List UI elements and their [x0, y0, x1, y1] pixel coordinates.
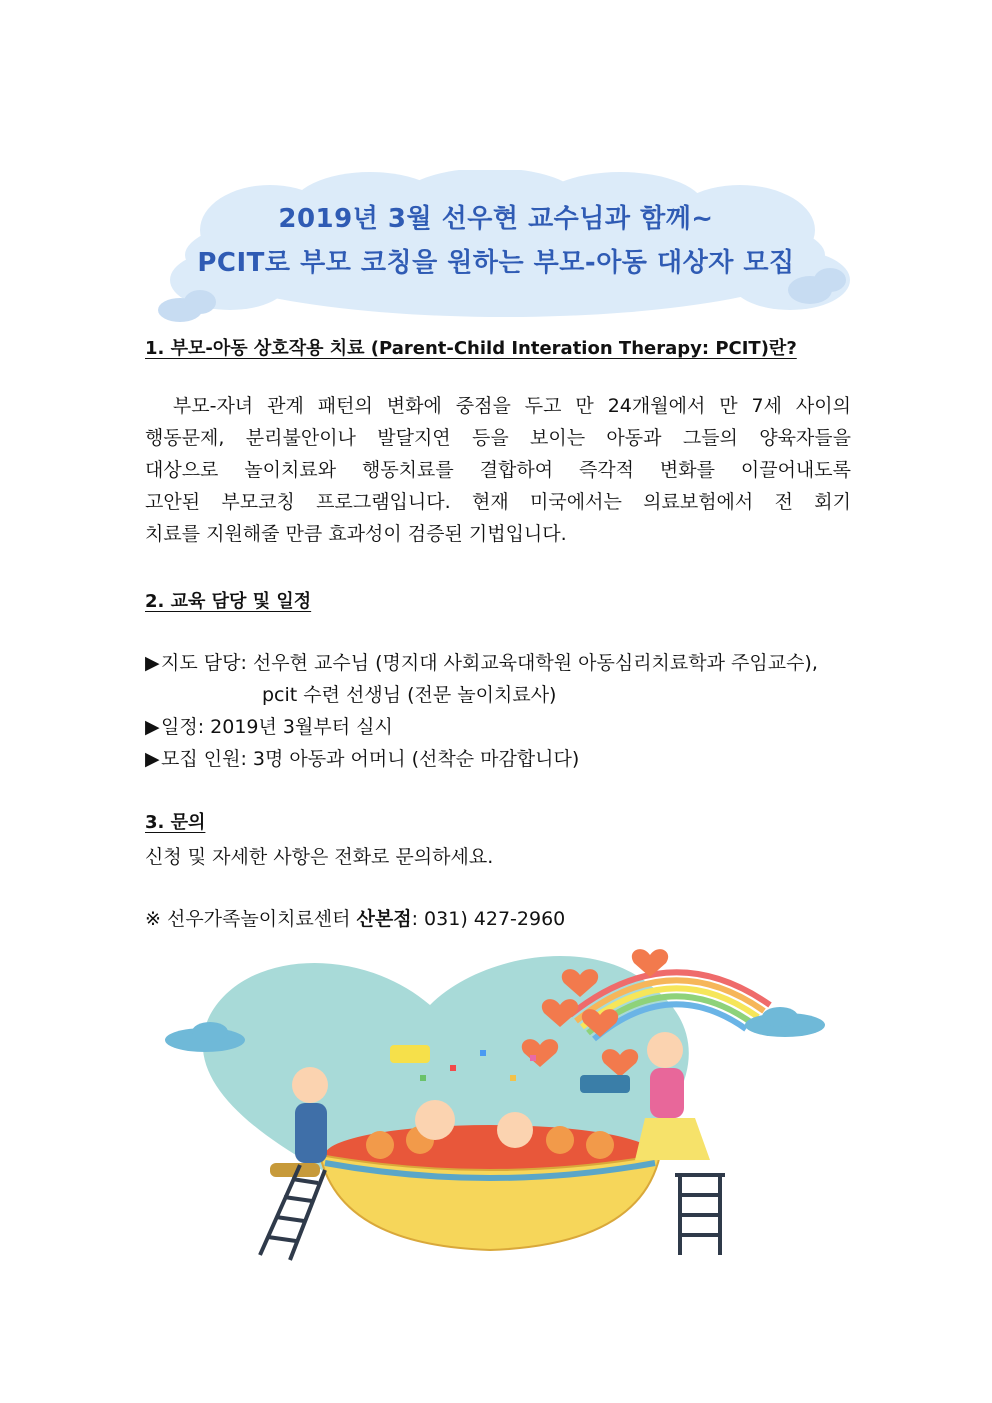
section1-paragraph — [145, 390, 851, 550]
title-line-1: 2019년 3월 선우현 교수님과 함께~ — [278, 204, 714, 234]
title-line-2: PCIT로 부모 코칭을 원하는 부모-아동 대상자 모집 — [197, 248, 795, 278]
contact-branch: 산본점 — [356, 908, 412, 930]
section1-heading: 1. 부모-아동 상호작용 치료 (Parent-Child Interation Therapy: PCIT)란? — [145, 338, 797, 359]
contact-prefix: ※ 선우가족놀이치료센터 — [145, 908, 357, 930]
triangle-bullet-icon: ▶ — [145, 652, 160, 674]
family-heart-bowl-illustration — [150, 945, 840, 1265]
triangle-bullet-icon: ▶ — [145, 748, 160, 770]
paragraph-line: 대상으로 놀이치료와 행동치료를 결합하여 즉각적 변화를 이끌어내도록 — [145, 459, 851, 481]
recruit-text: 모집 인원: 3명 아동과 어머니 (선착순 마감합니다) — [161, 748, 580, 770]
contact-phone: : 031) 427-2960 — [411, 908, 566, 930]
schedule-line — [145, 712, 393, 739]
instructor-continuation: pcit 수련 선생님 (전문 놀이치료사) — [262, 684, 557, 706]
paragraph-line: 치료를 지원해줄 만큼 효과성이 검증된 기법입니다. — [145, 523, 567, 545]
section2-heading: 2. 교육 담당 및 일정 — [145, 591, 312, 612]
instructor-line — [145, 648, 818, 675]
inquiry-text: 신청 및 자세한 사항은 전화로 문의하세요. — [145, 846, 494, 868]
paragraph-line: 고안된 부모코칭 프로그램입니다. 현재 미국에서는 의료보험에서 전 회기 — [145, 491, 851, 513]
paragraph-line: 부모-자녀 관계 패턴의 변화에 중점을 두고 만 24개월에서 만 7세 사이의 — [145, 395, 851, 417]
instructor-text: 지도 담당: 선우현 교수님 (명지대 사회교육대학원 아동심리치료학과 주임교수), — [161, 652, 818, 674]
paragraph-line: 행동문제, 분리불안이나 발달지연 등을 보이는 아동과 그들의 양육자들을 — [145, 427, 851, 449]
recruit-line — [145, 744, 579, 771]
section3-heading: 3. 문의 — [145, 812, 206, 833]
schedule-text: 일정: 2019년 3월부터 실시 — [161, 716, 393, 738]
triangle-bullet-icon: ▶ — [145, 716, 160, 738]
contact-line — [145, 904, 565, 931]
